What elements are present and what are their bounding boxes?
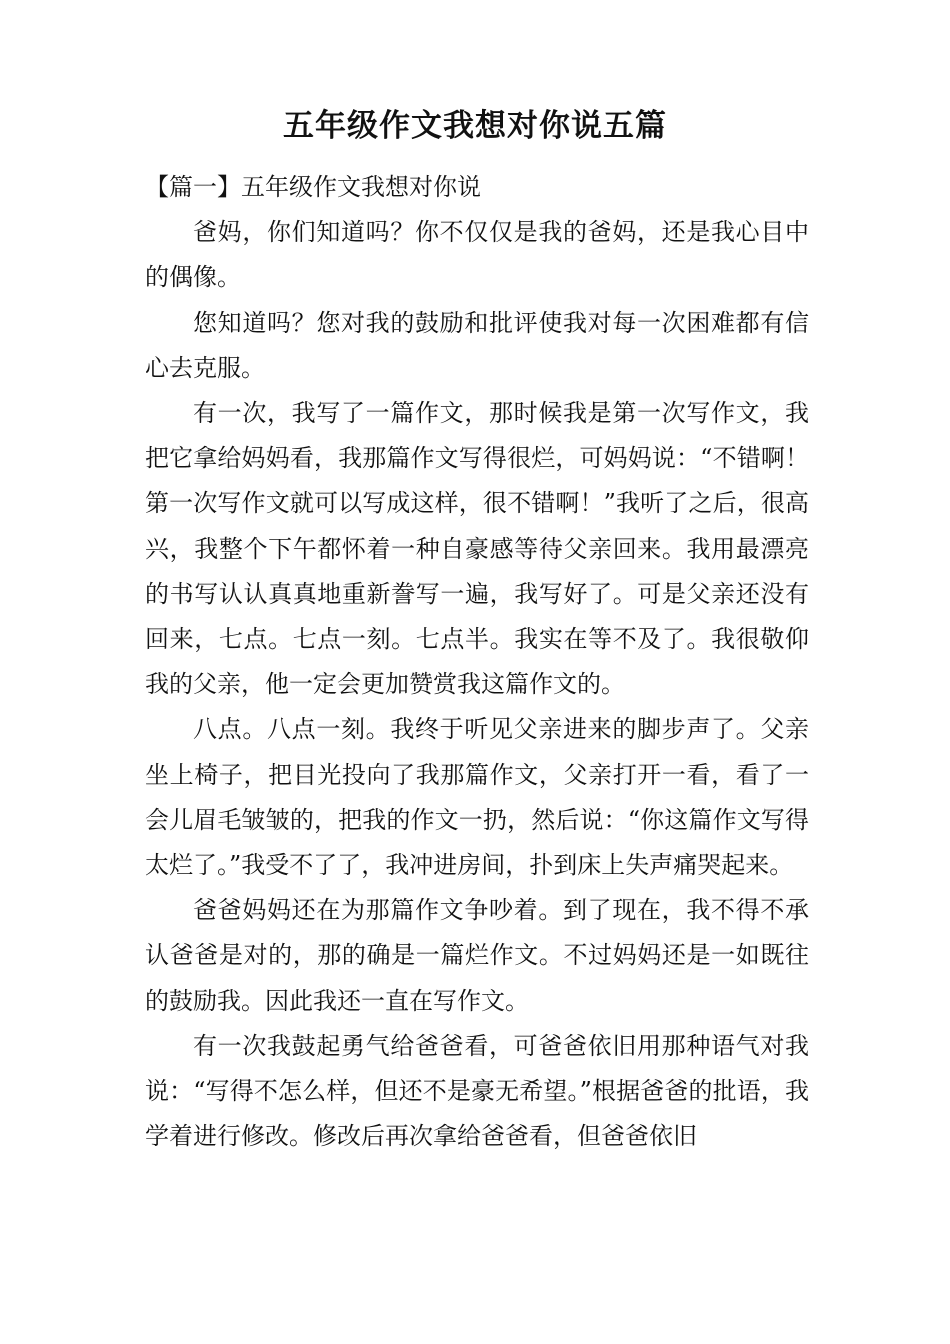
document-body (145, 165, 809, 1159)
paragraph-1: 爸妈，你们知道吗？你不仅仅是我的爸妈，还是我心目中的偶像。 (145, 218, 809, 292)
paragraph-4: 八点。八点一刻。我终于听见父亲进来的脚步声了。父亲坐上椅子，把目光投向了我那篇作文，父亲打开一看，看了一会儿眉毛皱皱的，把我的作文一扔，然后说：“你这篇作文写得太烂了。”我受不了了，我冲进房间，扑到床上失声痛哭起来。 (145, 715, 809, 880)
paragraph-2: 您知道吗？您对我的鼓励和批评使我对每一次困难都有信心去克服。 (145, 308, 809, 382)
paragraph-3: 有一次，我写了一篇作文，那时候我是第一次写作文，我把它拿给妈妈看，我那篇作文写得很烂，可妈妈说：“不错啊！第一次写作文就可以写成这样，很不错啊！”我听了之后，很高兴，我整个下午都怀着一种自豪感等待父亲回来。我用最漂亮的书写认认真真地重新誊写一遍，我写好了。可是父亲还没有回来，七点。七点一刻。七点半。我实在等不及了。我很敬仰我的父亲，他一定会更加赞赏我这篇作文的。 (145, 399, 809, 699)
paragraph-5: 爸爸妈妈还在为那篇作文争吵着。到了现在，我不得不承认爸爸是对的，那的确是一篇烂作文。不过妈妈还是一如既往的鼓励我。因此我还一直在写作文。 (145, 896, 809, 1015)
section-heading: 【篇一】五年级作文我想对你说 (145, 173, 481, 201)
document-title: 五年级作文我想对你说五篇 (283, 108, 667, 144)
paragraph-6: 有一次我鼓起勇气给爸爸看，可爸爸依旧用那种语气对我说：“写得不怎么样，但还不是豪无希望。”根据爸爸的批语，我学着进行修改。修改后再次拿给爸爸看，但爸爸依旧 (145, 1031, 809, 1151)
